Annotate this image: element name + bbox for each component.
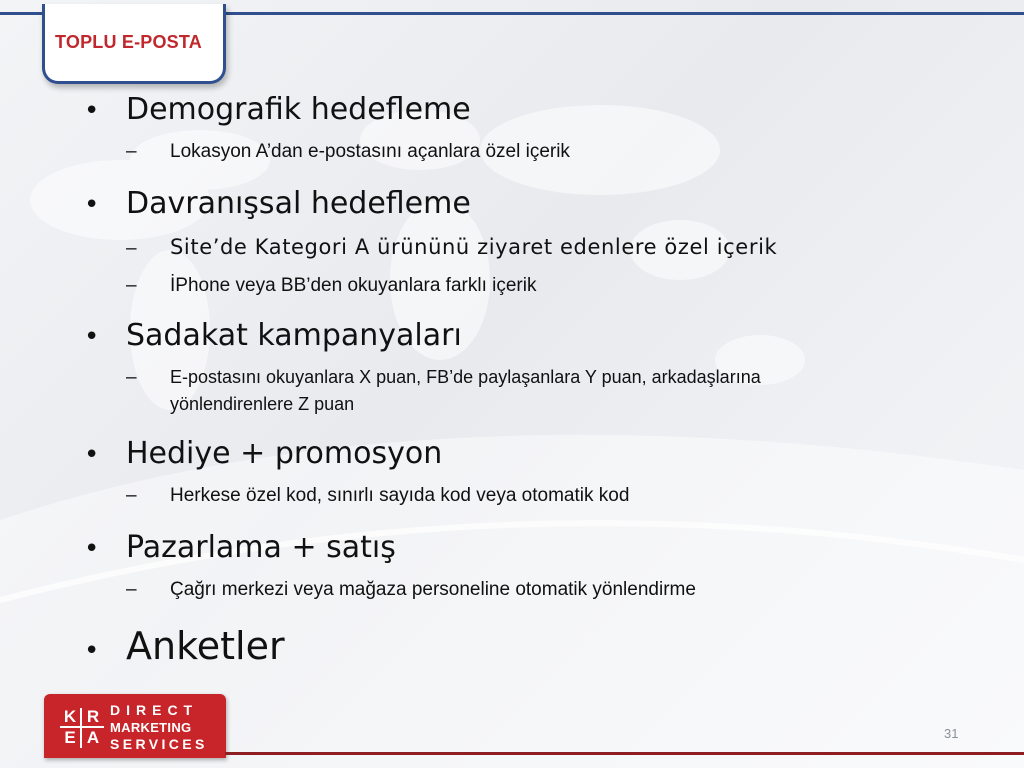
bullet-marker: • <box>84 440 100 470</box>
bullet-item <box>84 436 984 482</box>
logo-letter: A <box>86 728 100 747</box>
sub-bullet-text: İPhone veya BB’den okuyanlara farklı içerik <box>170 275 537 296</box>
title-tab <box>42 4 226 84</box>
bullet-marker: • <box>84 534 100 564</box>
bullet-marker: • <box>84 190 100 220</box>
bullet-item <box>84 318 984 364</box>
sub-bullet-text: Herkese özel kod, sınırlı sayıda kod veya otomatik kod <box>170 485 630 506</box>
sub-bullet-item <box>126 482 984 530</box>
bullet-text: Pazarlama + satış <box>126 530 396 565</box>
bullet-marker: • <box>84 322 100 352</box>
page-number: 31 <box>944 726 959 741</box>
sub-bullet-marker: – <box>126 485 137 506</box>
logo-wordmark <box>110 702 208 753</box>
sub-bullet-marker: – <box>126 579 137 600</box>
bullet-marker: • <box>84 96 100 126</box>
logo-letter: R <box>82 708 104 728</box>
sub-bullet-item <box>126 138 984 186</box>
sub-bullet-marker: – <box>126 367 137 388</box>
footer-rule <box>225 752 1024 755</box>
bullet-text: Davranışsal hedefleme <box>126 186 471 221</box>
logo-letter: K <box>60 708 82 728</box>
krea-logo <box>44 694 226 758</box>
sub-bullet-item <box>126 272 984 318</box>
slide-title: TOPLU E-POSTA <box>55 32 202 52</box>
logo-line-direct: DIRECT <box>110 702 199 718</box>
sub-bullet-text: E-postasını okuyanlara X puan, FB’de paylaşanlara Y puan, arkadaşlarına yönlendirenlere Z puan <box>170 367 761 414</box>
logo-line-marketing: MARKETING <box>110 720 192 735</box>
bullet-text: Sadakat kampanyaları <box>126 318 462 353</box>
bullet-item <box>84 530 984 576</box>
bullet-item <box>84 92 984 138</box>
bullet-item <box>84 186 984 234</box>
bullet-text: Demografik hedefleme <box>126 92 471 127</box>
sub-bullet-marker: – <box>126 141 137 162</box>
sub-bullet-marker: – <box>126 275 137 296</box>
bullet-list <box>84 92 984 674</box>
bullet-text: Hediye + promosyon <box>126 436 443 471</box>
bullet-marker: • <box>84 636 100 666</box>
bullet-item <box>84 624 984 674</box>
sub-bullet-text: Lokasyon A’dan e-postasını açanlara özel içerik <box>170 141 570 162</box>
bullet-text: Anketler <box>126 624 285 668</box>
logo-line-services: SERVICES <box>110 736 208 752</box>
sub-bullet-item <box>126 364 984 436</box>
sub-bullet-text: Site’de Kategori A ürününü ziyaret edenlere özel içerik <box>170 235 778 259</box>
logo-letter-grid <box>60 708 104 748</box>
sub-bullet-text: Çağrı merkezi veya mağaza personeline otomatik yönlendirme <box>170 579 696 600</box>
sub-bullet-marker: – <box>126 238 137 259</box>
sub-bullet-item <box>126 576 984 624</box>
sub-bullet-item <box>126 234 984 272</box>
logo-letter: E <box>60 728 82 748</box>
